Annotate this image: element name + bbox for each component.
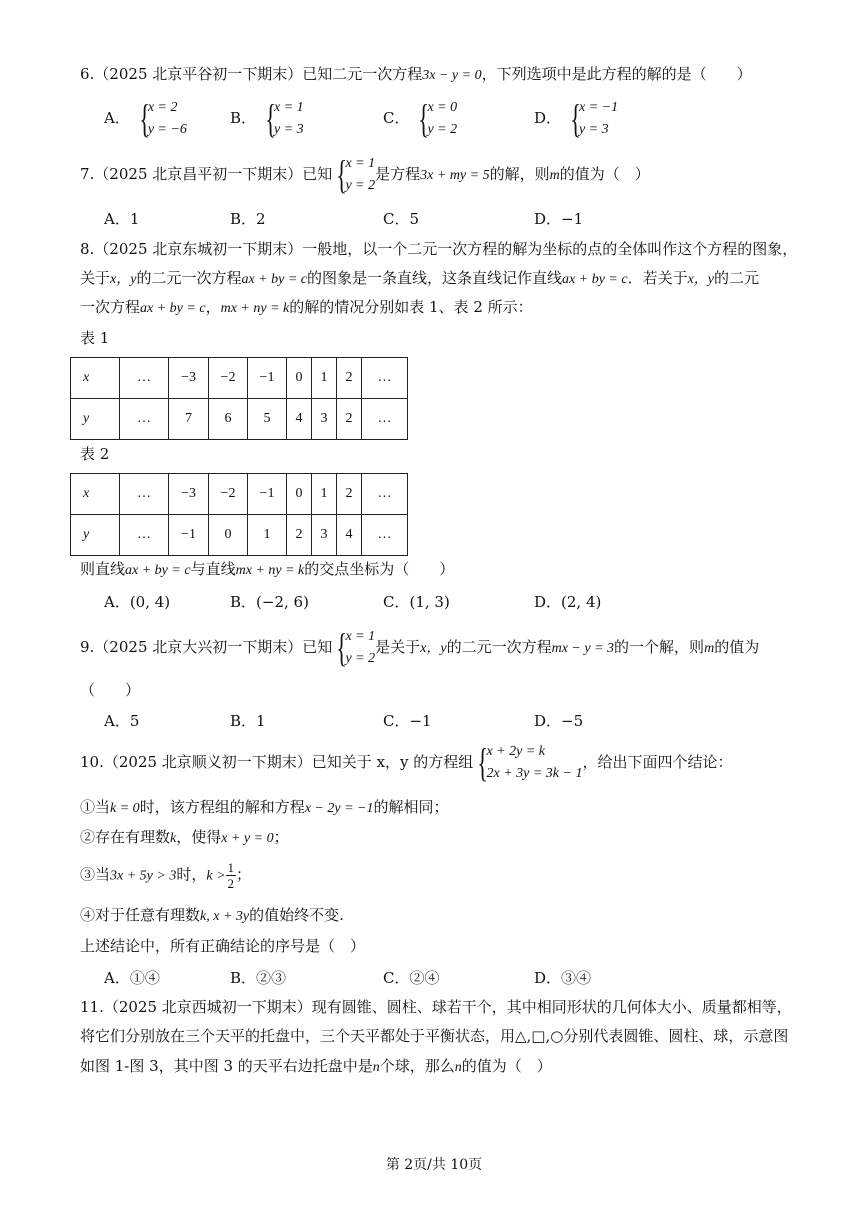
- table-cell: −2: [209, 358, 248, 399]
- table-cell: 4: [337, 515, 362, 556]
- table-cell: …: [362, 515, 408, 556]
- system-row: x = 1: [345, 156, 376, 171]
- q7-after: 的解，则: [489, 165, 550, 183]
- system-row: y = 2: [427, 122, 458, 137]
- table-cell: x: [71, 358, 120, 399]
- q7-stem-before: 7.（2025 北京昌平初一下期末）已知: [80, 165, 333, 183]
- text: ④对于任意有理数: [80, 906, 201, 924]
- table-cell: −1: [248, 358, 287, 399]
- math: x − 2y = −1: [304, 801, 374, 816]
- q10-ask: 上述结论中，所有正确结论的序号是（ ）: [80, 937, 366, 955]
- math: n: [454, 1060, 462, 1075]
- table-cell: 2: [337, 399, 362, 440]
- text: 的二元: [714, 269, 760, 287]
- text: 个球，那么: [379, 1057, 455, 1075]
- table-row-y: [71, 515, 408, 556]
- q6-option-b[interactable]: [230, 97, 304, 141]
- system-row: x = 1: [345, 629, 376, 644]
- text: 的二元一次方程: [446, 638, 552, 656]
- table-cell: 4: [287, 399, 312, 440]
- table-cell: −2: [209, 474, 248, 515]
- system-row: y = 3: [579, 122, 609, 137]
- q10-conclusion-2: [80, 827, 289, 849]
- table-cell: …: [120, 399, 169, 440]
- equation-system: { x + 2y = k 2x + 3y = 3k − 1: [477, 740, 583, 785]
- system-row: y = 2: [345, 178, 376, 193]
- q8-line2: [80, 268, 759, 290]
- math: x，y: [110, 272, 137, 287]
- table-row-x: [71, 474, 408, 515]
- option-label: D．: [534, 109, 562, 127]
- q6-stem-before: 6.（2025 北京平谷初一下期末）已知二元一次方程: [80, 65, 423, 83]
- text: ①当: [80, 798, 111, 816]
- system-row: x + 2y = k: [486, 744, 546, 759]
- table-cell: −3: [169, 358, 209, 399]
- q7-var: m: [549, 168, 560, 183]
- text: 与直线: [190, 560, 236, 578]
- q10-option-b[interactable]: B．②③: [230, 969, 287, 987]
- table-cell: 2: [337, 358, 362, 399]
- q6-stem-after: ，下列选项中是此方程的解的是（ ）: [481, 65, 752, 83]
- q6-stem: [80, 64, 752, 86]
- math: k, x + 3y: [200, 909, 250, 924]
- table-cell: 3: [312, 399, 337, 440]
- text: ；: [273, 828, 289, 846]
- system-row: y = −6: [147, 122, 187, 137]
- q10-conclusion-4: [80, 905, 344, 927]
- q8-option-c[interactable]: C．(1, 3): [383, 593, 450, 611]
- text: 的值为: [714, 638, 760, 656]
- text: 的图象是一条直线，这条直线记作直线: [307, 269, 563, 287]
- text: ；: [236, 865, 252, 884]
- q7-mid: 是方程: [375, 165, 421, 183]
- math: k >: [206, 868, 226, 884]
- denominator: 2: [227, 876, 235, 891]
- q8-option-b[interactable]: B．(−2, 6): [230, 593, 309, 611]
- table-cell: −1: [169, 515, 209, 556]
- math: x，y: [687, 272, 715, 287]
- q10-conclusion-3: [80, 860, 251, 891]
- q8-ask: [80, 559, 454, 581]
- table-cell: 5: [248, 399, 287, 440]
- math: ax + by = c: [241, 272, 308, 287]
- table-cell: x: [71, 474, 120, 515]
- table-cell: 2: [337, 474, 362, 515]
- text: 一次方程: [80, 298, 141, 316]
- equation-system: { x = −1 y = 3: [570, 96, 619, 141]
- q8-option-a[interactable]: A．(0, 4): [104, 593, 171, 611]
- math: ax + by = c: [140, 301, 206, 316]
- equation-system: { x = 1 y = 2: [336, 625, 376, 670]
- table-cell: 0: [287, 358, 312, 399]
- system-row: x = 1: [274, 100, 304, 115]
- q9-paren: （ ）: [80, 681, 141, 699]
- q6-option-c[interactable]: [383, 97, 457, 141]
- table-cell: 2: [287, 515, 312, 556]
- table1-title: 表 1: [80, 329, 110, 347]
- q9-stem: [80, 626, 759, 670]
- equation-system: { x = 1 y = 2: [336, 152, 376, 197]
- fraction: [226, 860, 237, 891]
- table-cell: 6: [209, 399, 248, 440]
- table-cell: 1: [248, 515, 287, 556]
- text: 的值始终不变.: [249, 906, 344, 924]
- table-cell: …: [120, 474, 169, 515]
- text: 的解的情况分别如表 1、表 2 所示：: [289, 298, 533, 316]
- equation-system: { x = 0 y = 2: [418, 96, 458, 141]
- table-cell: …: [362, 474, 408, 515]
- q8-line1: 8.（2025 北京东城初一下期末）一般地，以一个二元一次方程的解为坐标的点的全体叫作这个方程的图象，: [80, 240, 798, 258]
- table2-title: 表 2: [80, 445, 110, 463]
- q7-option-b[interactable]: B．2: [230, 210, 266, 228]
- math: x + y = 0: [221, 831, 274, 846]
- table-2: [70, 473, 408, 556]
- table-cell: …: [362, 358, 408, 399]
- q8-option-d[interactable]: D．(2, 4): [534, 593, 602, 611]
- option-label: C．: [383, 109, 410, 127]
- math: x，y: [420, 641, 447, 656]
- text: ，使得: [176, 828, 222, 846]
- text: ，给出下面四个结论：: [582, 753, 733, 771]
- q6-option-a[interactable]: [104, 97, 187, 141]
- text: 10.（2025 北京顺义初一下期末）已知关于 x，y 的方程组: [80, 753, 474, 771]
- page-footer: 第 2页/共 10页: [385, 1157, 483, 1173]
- q11-line3: [80, 1056, 552, 1078]
- math: mx + ny = k: [235, 563, 305, 578]
- text: 如图 1-图 3，其中图 3 的天平右边托盘中是: [80, 1057, 373, 1075]
- system-row: x = 2: [147, 100, 178, 115]
- table-cell: 0: [209, 515, 248, 556]
- table-cell: −3: [169, 474, 209, 515]
- table-row-x: [71, 358, 408, 399]
- system-row: 2x + 3y = 3k − 1: [486, 766, 583, 781]
- text: 的值为（ ）: [461, 1057, 552, 1075]
- table-cell: 1: [312, 474, 337, 515]
- q9-option-a[interactable]: A．5: [104, 712, 140, 730]
- math: mx + ny = k: [220, 301, 290, 316]
- table-cell: 1: [312, 358, 337, 399]
- option-label: B．: [230, 109, 257, 127]
- text: ③当: [80, 865, 111, 884]
- q9-option-c[interactable]: C．−1: [383, 712, 432, 730]
- math: mx − y = 3: [551, 641, 615, 656]
- q10-conclusion-1: [80, 797, 449, 819]
- q6-equation: 3x − y = 0: [422, 68, 482, 83]
- q11-line2: 将它们分别放在三个天平的托盘中，三个天平都处于平衡状态，用△,□,○分别代表圆锥、圆柱、球，示意图: [80, 1027, 789, 1045]
- q10-option-a[interactable]: A．①④: [104, 969, 160, 987]
- q6-option-d[interactable]: [534, 97, 618, 141]
- table-cell: 3: [312, 515, 337, 556]
- math: 3x + 5y > 3: [110, 868, 177, 884]
- system-row: y = 3: [274, 122, 304, 137]
- system-row: x = 0: [427, 100, 458, 115]
- q7-option-a[interactable]: A．1: [104, 210, 140, 228]
- q9-option-d[interactable]: D．−5: [534, 712, 584, 730]
- text: 9.（2025 北京大兴初一下期末）已知: [80, 638, 333, 656]
- table-1: [70, 357, 408, 440]
- text: ②存在有理数: [80, 828, 171, 846]
- table-cell: …: [362, 399, 408, 440]
- equation-system: { x = 2 y = −6: [138, 96, 187, 141]
- q10-option-c[interactable]: C．②④: [383, 969, 440, 987]
- table-row-y: [71, 399, 408, 440]
- q7-equation: 3x + my = 5: [420, 168, 490, 183]
- text: 则直线: [80, 560, 126, 578]
- equation-system: { x = 1 y = 3: [265, 96, 304, 141]
- math: m: [704, 641, 715, 656]
- text: 的一个解，则: [614, 638, 705, 656]
- numerator: 1: [227, 860, 235, 875]
- text: 的解相同；: [373, 798, 449, 816]
- text: ．若关于: [627, 269, 688, 287]
- math: k: [170, 831, 177, 846]
- q7-end: 的值为（ ）: [559, 165, 650, 183]
- math: n: [372, 1060, 380, 1075]
- option-label: A．: [104, 109, 130, 127]
- text: 时，该方程组的解和方程: [139, 798, 305, 816]
- q10-option-d[interactable]: D．③④: [534, 969, 592, 987]
- q10-stem: [80, 741, 732, 785]
- table-cell: 7: [169, 399, 209, 440]
- table-cell: y: [71, 515, 120, 556]
- text: 的二元一次方程: [136, 269, 242, 287]
- text: 时，: [176, 865, 207, 884]
- system-row: y = 2: [345, 651, 376, 666]
- table-cell: 0: [287, 474, 312, 515]
- q7-stem: [80, 153, 650, 197]
- table-cell: …: [120, 515, 169, 556]
- table-cell: −1: [248, 474, 287, 515]
- q8-line3: 一次方程ax + by = c，mx + ny = k的解的情况分别如表 1、表 2 所示：: [80, 298, 533, 316]
- q7-option-c[interactable]: C．5: [383, 210, 420, 228]
- table-cell: …: [120, 358, 169, 399]
- math: ax + by = c: [125, 563, 191, 578]
- q9-option-b[interactable]: B．1: [230, 712, 266, 730]
- table-cell: y: [71, 399, 120, 440]
- text: 是关于: [375, 638, 421, 656]
- q7-option-d[interactable]: D．−1: [534, 210, 584, 228]
- system-row: x = −1: [579, 100, 619, 115]
- text: 关于: [80, 269, 111, 287]
- q11-line1: 11.（2025 北京西城初一下期末）现有圆锥、圆柱、球若干个，其中相同形状的几何体大小、质量都相等，: [80, 998, 792, 1016]
- math: k = 0: [110, 801, 140, 816]
- math: ax + by = c: [562, 272, 628, 287]
- text: 的交点坐标为（ ）: [304, 560, 455, 578]
